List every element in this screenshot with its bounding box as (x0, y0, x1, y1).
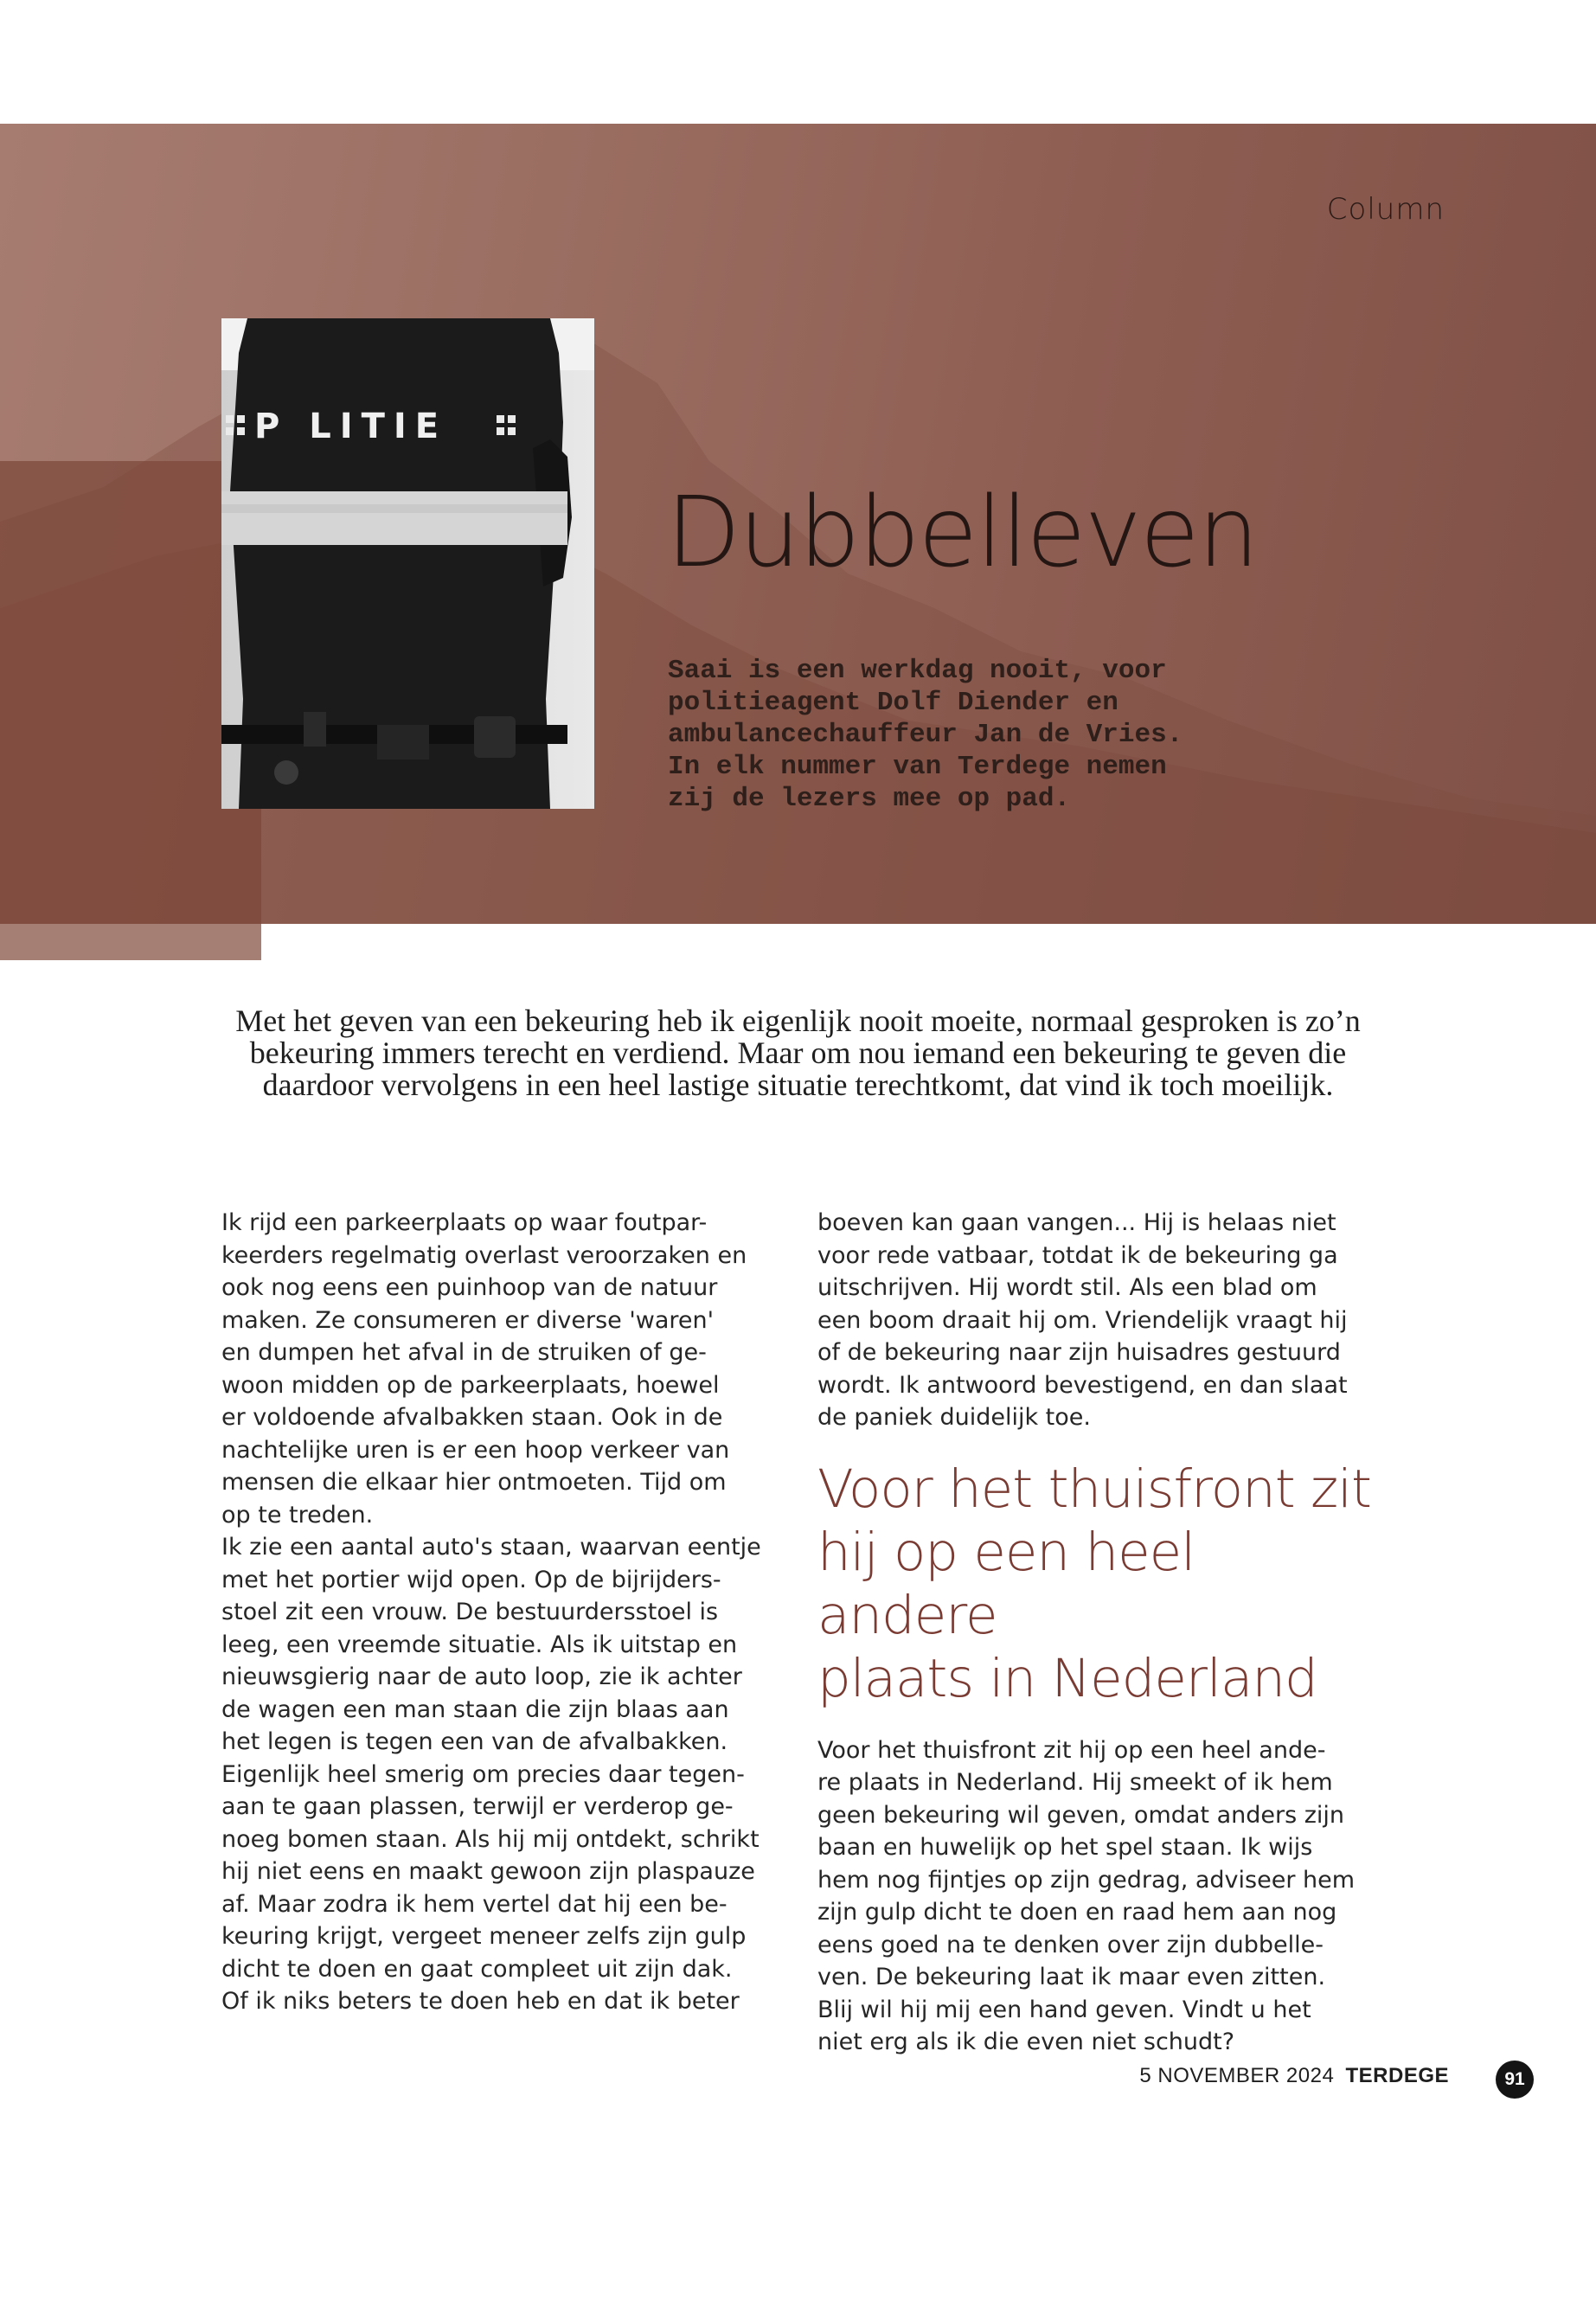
body-paragraph: Ik rijd een parkeerplaats op waar foutpar- keerders regelmatig overlast veroorzaken en ook nog eens een puinhoop van de natuur maken. Ze consumeren er diverse 'waren' en dumpen het afval in de struiken of ge- woon midden op de parkeerplaats, hoewel er voldoende afvalbakken staan. Ook in de nachtelijke uren is er een hoop verkeer van mensen die elkaar hier ontmoeten. Tijd om op te treden. (221, 1209, 747, 1529)
article-column-right (817, 1207, 1388, 2059)
issue-date: 5 NOVEMBER 2024 (1139, 2064, 1335, 2087)
police-officer-photo (221, 318, 594, 809)
section-label: Column (1326, 192, 1445, 227)
page-title: Dubbelleven (666, 477, 1258, 589)
body-paragraph: Voor het thuisfront zit hij op een heel ande- re plaats in Nederland. Hij smeekt of ik hem geen bekeuring wil geven, omdat anders zijn baan en huwelijk op het spel staan. Ik wijs hem nog fijntjes op zijn gedrag, adviseer hem zijn gulp dicht te doen en raad hem aan nog eens goed na te denken over zijn dubbelle- ven. De bekeuring laat ik maar even zitten. Blij wil hij mij een hand geven. Vindt u het niet erg als ik die even niet schudt? (817, 1736, 1356, 2055)
magazine-name: TERDEGE (1345, 2064, 1449, 2087)
lead-paragraph: Met het geven van een bekeuring heb ik eigenlijk nooit moeite, normaal gesproken is zo’n bekeuring immers terecht en verdiend. Maar om nou iemand een bekeuring te geven die daardoor vervolgens in een heel lastige situatie terechtkomt, dat vind ik toch moeilijk. (235, 1003, 1361, 1102)
body-paragraph: boeven kan gaan vangen... Hij is helaas niet voor rede vatbaar, totdat ik de bekeuring ga uitschrijven. Hij wordt stil. Als een blad om een boom draait hij om. Vriendelijk vraagt hij of de bekeuring naar zijn huisadres gestuurd wordt. Ik antwoord bevestigend, en dan slaat de paniek duidelijk toe. (817, 1209, 1348, 1431)
page-number-badge: 91 (1496, 2061, 1534, 2099)
photo-back-print: P LITIE (254, 407, 448, 446)
accent-block-tab (0, 924, 261, 960)
article-column-left (221, 1207, 792, 2018)
body-paragraph: Ik zie een aantal auto's staan, waarvan eentje met het portier wijd open. Op de bijrijders- stoel zit een vrouw. De bestuurdersstoel is leeg, een vreemde situatie. Als ik uitstap en nieuwsgierig naar de auto loop, zie ik achter de wagen een man staan die zijn blaas aan het legen is tegen een van de afvalbakken. Eigenlijk heel smerig om precies daar tegen- aan te gaan plassen, terwijl er verderop ge- noeg bomen staan. Als hij mij ontdekt, schrikt hij niet eens en maakt gewoon zijn plaspauze af. Maar zodra ik hem vertel dat hij een be- keuring krijgt, vergeet meneer zelfs zijn gulp dicht te doen en gaat compleet uit zijn dak. Of ik niks beters te doen heb en dat ik beter (221, 1534, 761, 2015)
page-footer (1139, 2064, 1449, 2088)
pull-quote-heading: Voor het thuisfront zit hij op een heel andere plaats in Nederland (817, 1458, 1371, 1709)
intro-text: Saai is een werkdag nooit, voor politieagent Dolf Diender en ambulancechauffeur Jan de Vries. In elk nummer van Terdege nemen zij de lezers mee op pad. (668, 656, 1183, 814)
